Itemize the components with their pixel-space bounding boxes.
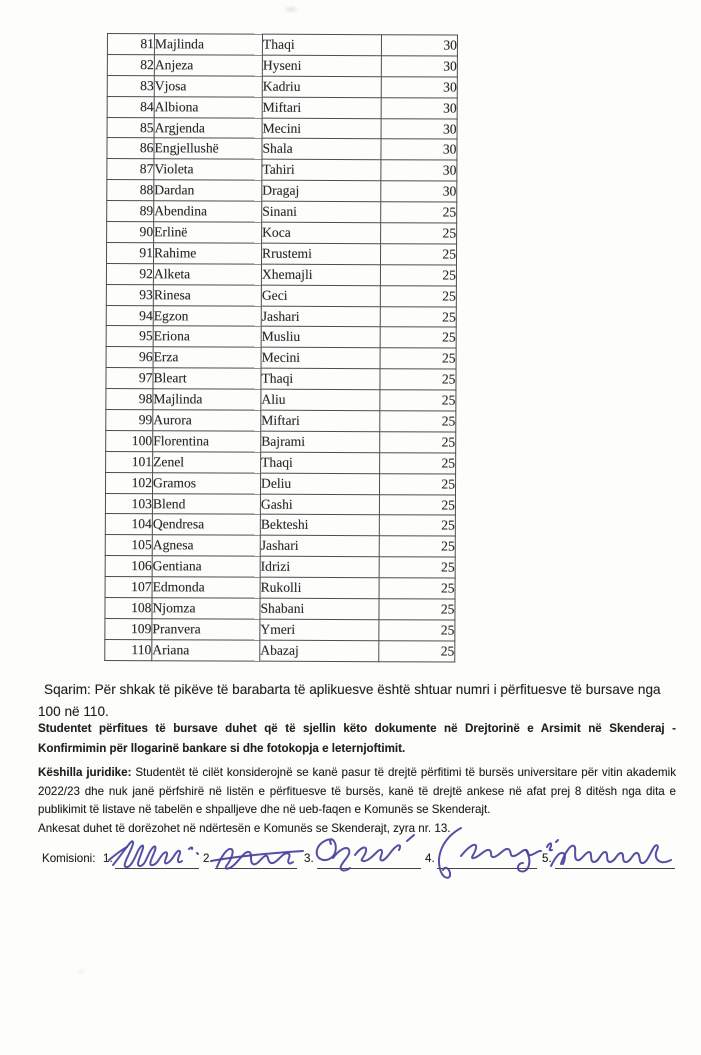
last-name: Bajrami <box>261 431 380 452</box>
row-number: 103 <box>105 493 152 514</box>
points: 25 <box>379 557 455 578</box>
first-name: Abendina <box>154 201 262 222</box>
signature-ink-5 <box>547 838 679 872</box>
first-name: Violeta <box>154 159 262 180</box>
appeals-note: Ankesat duhet të dorëzohet në ndërtesën e Komunës se Skenderajt, zyra nr. 13. <box>38 822 451 835</box>
first-name: Florentina <box>153 431 261 452</box>
table-row <box>106 305 456 327</box>
row-number: 94 <box>106 305 153 326</box>
points: 25 <box>379 641 455 662</box>
table-row <box>106 242 456 264</box>
last-name: Idrizi <box>260 556 379 577</box>
table-row <box>106 368 456 390</box>
row-number: 99 <box>106 410 153 431</box>
row-number: 90 <box>107 222 154 243</box>
scan-smudge <box>76 968 86 975</box>
points: 25 <box>379 620 455 641</box>
row-number: 95 <box>106 326 153 347</box>
points: 25 <box>379 473 455 494</box>
last-name: Deliu <box>260 473 379 494</box>
first-name: Dardan <box>154 180 262 201</box>
row-number: 84 <box>107 96 154 117</box>
table-row <box>107 159 457 181</box>
last-name: Ymeri <box>260 619 379 640</box>
table-row <box>106 326 456 348</box>
row-number: 105 <box>105 535 152 556</box>
row-number: 82 <box>107 54 154 75</box>
row-number: 97 <box>106 368 153 389</box>
table-row <box>107 54 457 76</box>
table-row <box>105 556 455 578</box>
points: 25 <box>379 494 455 515</box>
last-name: Thaqi <box>262 34 381 55</box>
last-name: Xhemajli <box>261 264 380 285</box>
signature-number-3: 3. <box>304 852 314 865</box>
last-name: Shala <box>262 139 381 160</box>
signature-ink-4 <box>427 822 561 884</box>
row-number: 104 <box>105 514 152 535</box>
first-name: Aurora <box>153 410 261 431</box>
table-row <box>105 577 455 599</box>
table-row <box>105 472 455 494</box>
table-row <box>105 618 455 640</box>
first-name: Egzon <box>153 305 261 326</box>
first-name: Rinesa <box>153 284 261 305</box>
signature-ink-1 <box>107 838 207 872</box>
first-name: Erza <box>153 347 261 368</box>
first-name: Qendresa <box>152 514 260 535</box>
last-name: Jashari <box>261 306 380 327</box>
last-name: Rrustemi <box>261 243 380 264</box>
first-name: Engjellushë <box>154 138 262 159</box>
table-row <box>107 180 457 202</box>
points: 25 <box>380 327 456 348</box>
row-number: 86 <box>107 138 154 159</box>
first-name: Majlinda <box>154 34 262 55</box>
clarification-note: Sqarim: Për shkak të pikëve të barabarta të aplikuesve është shtuar numri i përfituesve të bursave nga 100 në 110. <box>38 682 661 719</box>
table-row <box>106 389 456 411</box>
points: 25 <box>379 578 455 599</box>
first-name: Agnesa <box>152 535 260 556</box>
table-row <box>105 598 455 620</box>
commission-label: Komisioni: <box>42 852 96 865</box>
points: 30 <box>381 160 457 181</box>
points: 30 <box>381 76 457 97</box>
row-number: 89 <box>107 201 154 222</box>
points: 25 <box>380 285 456 306</box>
table-row <box>107 138 457 160</box>
table-row <box>106 410 456 432</box>
table-row <box>107 222 457 244</box>
signature-number-1: 1. <box>103 852 113 865</box>
last-name: Hyseni <box>262 55 381 76</box>
table-row <box>107 201 457 223</box>
scholarship-table-body <box>105 34 458 662</box>
points: 25 <box>380 244 456 265</box>
first-name: Rahime <box>153 243 261 264</box>
last-name: Koca <box>262 222 381 243</box>
first-name: Anjeza <box>154 55 262 76</box>
signature-ink-3 <box>309 832 421 874</box>
last-name: Abazaj <box>260 640 379 661</box>
points: 30 <box>381 35 457 56</box>
row-number: 85 <box>107 117 154 138</box>
points: 25 <box>379 536 455 557</box>
commission-signatures <box>37 838 687 908</box>
row-number: 101 <box>106 451 153 472</box>
row-number: 110 <box>105 639 152 660</box>
points: 25 <box>381 202 457 223</box>
row-number: 100 <box>106 430 153 451</box>
points: 30 <box>381 118 457 139</box>
points: 25 <box>380 390 456 411</box>
scholarship-table <box>104 33 458 662</box>
points: 25 <box>380 264 456 285</box>
signature-ink-2 <box>209 842 305 872</box>
points: 25 <box>380 306 456 327</box>
table-row <box>107 117 457 139</box>
first-name: Eriona <box>153 326 261 347</box>
points: 25 <box>379 599 455 620</box>
legal-advice-note <box>38 764 676 820</box>
points: 25 <box>380 432 456 453</box>
points: 30 <box>381 181 457 202</box>
row-number: 87 <box>107 159 154 180</box>
last-name: Tahiri <box>262 160 381 181</box>
legal-advice-label: Këshilla juridike: <box>38 766 132 779</box>
first-name: Vjosa <box>154 75 262 96</box>
scan-smudge <box>283 5 299 14</box>
last-name: Sinani <box>262 201 381 222</box>
last-name: Miftari <box>261 410 380 431</box>
table-row <box>105 493 455 515</box>
first-name: Majlinda <box>153 389 261 410</box>
row-number: 98 <box>106 389 153 410</box>
row-number: 91 <box>106 242 153 263</box>
signature-number-4: 4. <box>425 852 435 865</box>
signature-number-5: 5. <box>542 852 552 865</box>
first-name: Pranvera <box>152 619 260 640</box>
points: 30 <box>381 97 457 118</box>
last-name: Mecini <box>261 348 380 369</box>
last-name: Dragaj <box>262 180 381 201</box>
row-number: 93 <box>106 284 153 305</box>
last-name: Rukolli <box>260 577 379 598</box>
points: 25 <box>380 411 456 432</box>
table-row <box>107 96 457 118</box>
row-number: 96 <box>106 347 153 368</box>
last-name: Jashari <box>260 536 379 557</box>
first-name: Zenel <box>153 452 261 473</box>
table-row <box>105 514 455 536</box>
points: 30 <box>381 56 457 77</box>
row-number: 108 <box>105 598 152 619</box>
table-row <box>106 430 456 452</box>
last-name: Bekteshi <box>260 515 379 536</box>
last-name: Kadriu <box>262 76 381 97</box>
points: 25 <box>381 223 457 244</box>
first-name: Edmonda <box>152 577 260 598</box>
table-row <box>105 639 455 661</box>
last-name: Musliu <box>261 327 380 348</box>
table-row <box>106 451 456 473</box>
row-number: 92 <box>106 263 153 284</box>
points: 25 <box>379 515 455 536</box>
last-name: Aliu <box>261 389 380 410</box>
table-row <box>106 284 456 306</box>
table-row <box>106 263 456 285</box>
table-row <box>107 34 457 56</box>
last-name: Geci <box>261 285 380 306</box>
first-name: Blend <box>152 493 260 514</box>
first-name: Gentiana <box>152 556 260 577</box>
points: 25 <box>380 453 456 474</box>
first-name: Ariana <box>152 640 260 661</box>
last-name: Mecini <box>262 118 381 139</box>
last-name: Gashi <box>260 494 379 515</box>
points: 25 <box>380 369 456 390</box>
row-number: 102 <box>105 472 152 493</box>
last-name: Thaqi <box>261 452 380 473</box>
row-number: 107 <box>105 577 152 598</box>
signature-number-2: 2. <box>203 852 213 865</box>
table-row <box>105 535 455 557</box>
legal-advice-text: Studentët të cilët konsiderojnë se kanë pasur të drejtë përfitimi të bursës universitare për vitin akademik 2022/23 dhe nuk janë përfshirë në listën e përfituesve të bursës, kanë të drejtë ankese në afat prej 8 ditësh nga dita e publikimit të listave në tabelën e shpalljeve dhe në ueb-faqen e Komunës se Skenderajt. <box>38 766 676 817</box>
points: 30 <box>381 139 457 160</box>
documents-required-note: Studentet përfitues të bursave duhet që të sjellin këto dokumente në Drejtorinë e Arsimit në Skenderaj - Konfirmimin për llogarinë bankare si dhe fotokopja e leternjoftimit. <box>38 722 676 755</box>
first-name: Albiona <box>154 96 262 117</box>
row-number: 88 <box>107 180 154 201</box>
row-number: 106 <box>105 556 152 577</box>
first-name: Erlinë <box>154 222 262 243</box>
first-name: Bleart <box>153 368 261 389</box>
last-name: Shabani <box>260 598 379 619</box>
row-number: 81 <box>107 34 154 55</box>
first-name: Alketa <box>153 264 261 285</box>
row-number: 83 <box>107 75 154 96</box>
last-name: Thaqi <box>261 368 380 389</box>
last-name: Miftari <box>262 97 381 118</box>
first-name: Gramos <box>152 472 260 493</box>
first-name: Argjenda <box>154 117 262 138</box>
points: 25 <box>380 348 456 369</box>
table-row <box>106 347 456 369</box>
row-number: 109 <box>105 618 152 639</box>
table-row <box>107 75 457 97</box>
first-name: Njomza <box>152 598 260 619</box>
